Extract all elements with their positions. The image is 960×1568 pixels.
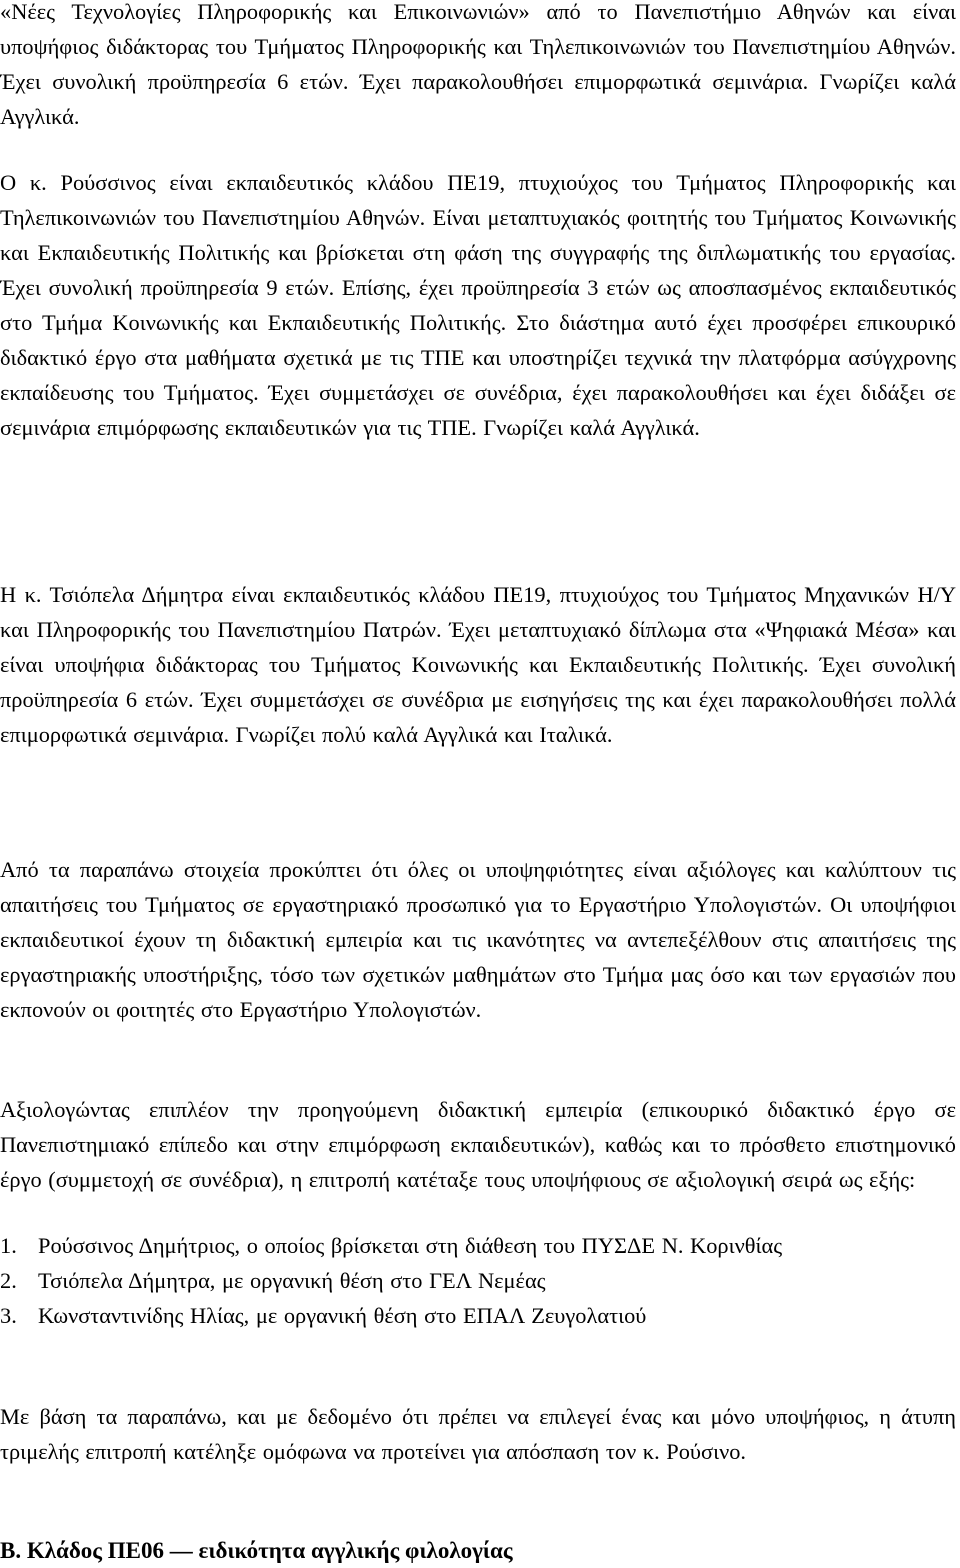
list-item — [0, 1228, 956, 1263]
list-item-number: 2. — [0, 1268, 17, 1293]
paragraph-candidate-tsiopela: Η κ. Τσιόπελα Δήμητρα είναι εκπαιδευτικός κλάδου ΠΕ19, πτυχιούχος του Τμήματος Μηχανικών Η/Υ και Πληροφορικής του Πανεπιστημίου Πατρών. Έχει μεταπτυχιακό δίπλωμα στα «Ψηφιακά Μέσα» και είναι υποψήφια διδάκτορας του Τμήματος Κοινωνικής και Εκπαιδευτικής Πολιτικής. Έχει συνολική προϋπηρεσία 6 ετών. Έχει συμμετάσχει σε συνέδρια με εισηγήσεις της και έχει παρακολουθήσει πολλά επιμορφωτικά σεμινάρια. Γνωρίζει πολύ καλά Αγγλικά και Ιταλικά. — [0, 582, 956, 747]
paragraph-candidate-roussinos: Ο κ. Ρούσσινος είναι εκπαιδευτικός κλάδου ΠΕ19, πτυχιούχος του Τμήματος Πληροφορικής και Τηλεπικοινωνιών του Πανεπιστημίου Αθηνών. Είναι μεταπτυχιακός φοιτητής του Τμήματος Κοινωνικής και Εκπαιδευτικής Πολιτικής και βρίσκεται στη φάση της συγγραφής της διπλωματικής του εργασίας. Έχει συνολική προϋπηρεσία 9 ετών. Επίσης, έχει προϋπηρεσία 3 ετών ως αποσπασμένος εκπαιδευτικός στο Τμήμα Κοινωνικής και Εκπαιδευτικής Πολιτικής. Στο διάστημα αυτό έχει προσφέρει επικουρικό διδακτικό έργο στα μαθήματα σχετικά με τις ΤΠΕ και υποστηρίζει τεχνικά την πλατφόρμα ασύγχρονης εκπαίδευσης του Τμήματος. Έχει συμμετάσχει σε συνέδρια, έχει παρακολουθήσει και έχει διδάξει σε σεμινάρια επιμόρφωσης εκπαιδευτικών για τις ΤΠΕ. Γνωρίζει καλά Αγγλικά. — [0, 170, 956, 440]
list-item-number: 1. — [0, 1233, 17, 1258]
list-item-text: Κωνσταντινίδης Ηλίας, με οργανική θέση στο ΕΠΑΛ Ζευγολατιού — [38, 1303, 647, 1328]
list-item — [0, 1298, 956, 1333]
paragraph-evaluation: Αξιολογώντας επιπλέον την προηγούμενη διδακτική εμπειρία (επικουρικό διδακτικό έργο σε Πανεπιστημιακό επίπεδο και στην επιμόρφωση εκπαιδευτικών), καθώς και το πρόσθετο επιστημονικό έργο (συμμετοχή σε συνέδρια), η επιτροπή κατέταξε τους υποψήφιους σε αξιολογική σειρά ως εξής: — [0, 1097, 956, 1192]
list-item-text: Τσιόπελα Δήμητρα, με οργανική θέση στο ΓΕΛ Νεμέας — [38, 1268, 546, 1293]
paragraph-candidate-1-continued: «Νέες Τεχνολογίες Πληροφορικής και Επικοινωνιών» από το Πανεπιστήμιο Αθηνών και είναι υποψήφιος διδάκτορας του Τμήματος Πληροφορικής και Τηλεπικοινωνιών του Πανεπιστημίου Αθηνών. Έχει συνολική προϋπηρεσία 6 ετών. Έχει παρακολουθήσει επιμορφωτικά σεμινάρια. Γνωρίζει καλά Αγγλικά. — [0, 0, 956, 129]
section-heading: Β. Κλάδος ΠΕ06 — ειδικότητα αγγλικής φιλολογίας — [0, 1538, 513, 1563]
list-item-text: Ρούσσινος Δημήτριος, ο οποίος βρίσκεται στη διάθεση του ΠΥΣΔΕ Ν. Κορινθίας — [38, 1233, 783, 1258]
list-item — [0, 1263, 956, 1298]
ranking-list — [0, 1228, 956, 1333]
paragraph-conclusion: Με βάση τα παραπάνω, και με δεδομένο ότι πρέπει να επιλεγεί ένας και μόνο υποψήφιος, η άτυπη τριμελής επιτροπή κατέληξε ομόφωνα να προτείνει για απόσπαση τον κ. Ρούσινο. — [0, 1404, 956, 1464]
list-item-number: 3. — [0, 1303, 17, 1328]
paragraph-assessment: Από τα παραπάνω στοιχεία προκύπτει ότι όλες οι υποψηφιότητες είναι αξιόλογες και καλύπτουν τις απαιτήσεις του Τμήματος σε εργαστηριακό προσωπικό για το Εργαστήριο Υπολογιστών. Οι υποψήφιοι εκπαιδευτικοί έχουν τη διδακτική εμπειρία και τις ικανότητες να αντεπεξέλθουν στις απαιτήσεις της εργαστηριακής υποστήριξης, τόσο των σχετικών μαθημάτων στο Τμήμα μας όσο και των εργασιών που εκπονούν οι φοιτητές στο Εργαστήριο Υπολογιστών. — [0, 857, 956, 1022]
